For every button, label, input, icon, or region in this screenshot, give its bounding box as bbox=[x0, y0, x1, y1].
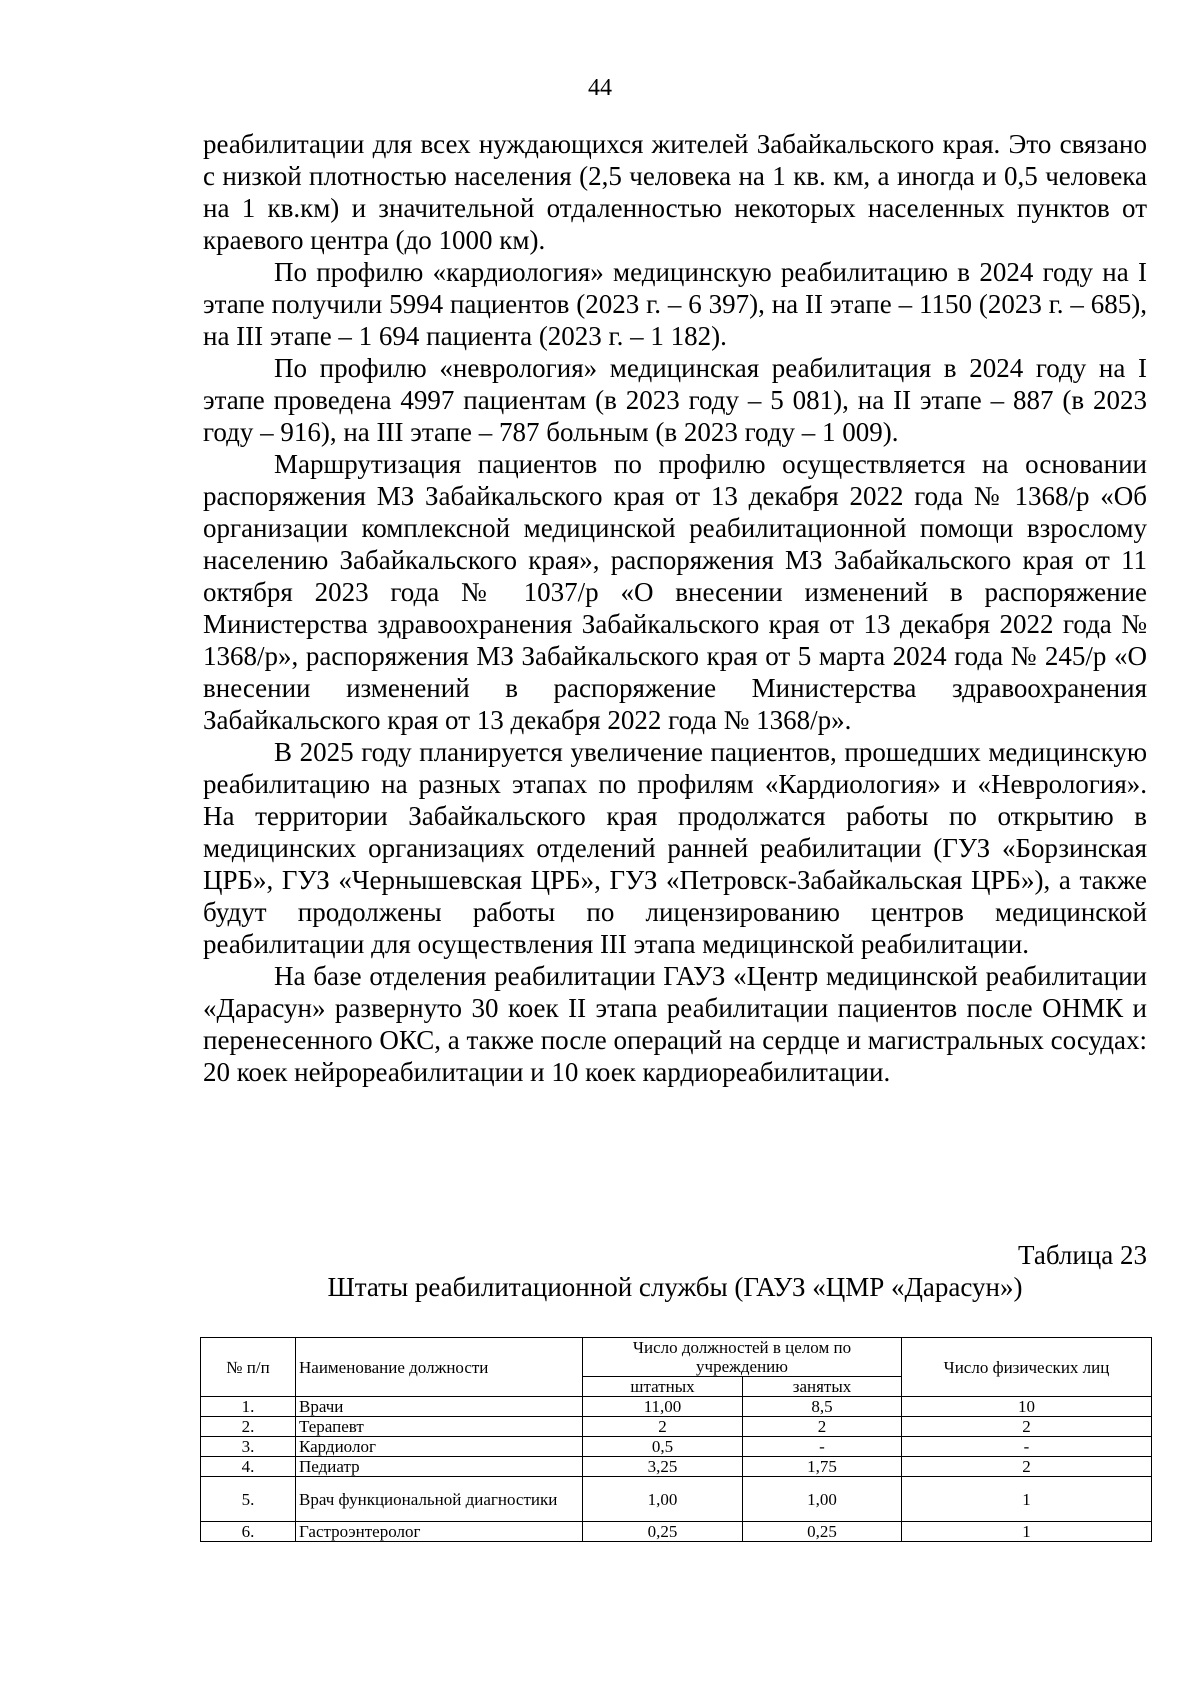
row-individuals: 2 bbox=[902, 1417, 1152, 1437]
paragraph: Маршрутизация пациентов по профилю осуществляется на основании распоряжения МЗ Забайкальского края от 13 декабря 2022 года № 1368/р «Об организации комплексной медицинской реабилитационной помощи взрослому населению Забайкальского края», распоряжения МЗ Забайкальского края от 11 октября 2023 года № 1037/р «О внесении изменений в распоряжение Министерства здравоохранения Забайкальского края от 13 декабря 2022 года № 1368/р», распоряжения МЗ Забайкальского края от 5 марта 2024 года № 245/р «О внесении изменений в распоряжение Министерства здравоохранения Забайкальского края от 13 декабря 2022 года № 1368/р». bbox=[203, 449, 1147, 735]
row-position-name: Педиатр bbox=[296, 1457, 583, 1477]
row-occupied: 1,75 bbox=[743, 1457, 902, 1477]
body-text bbox=[203, 128, 1147, 1088]
row-staffed: 0,5 bbox=[583, 1437, 743, 1457]
table-row bbox=[201, 1397, 1152, 1417]
table-row bbox=[201, 1417, 1152, 1437]
header-number: № п/п bbox=[201, 1338, 296, 1397]
row-number: 3. bbox=[201, 1437, 296, 1457]
staff-table bbox=[200, 1337, 1152, 1542]
paragraph: По профилю «кардиология» медицинскую реабилитацию в 2024 году на I этапе получили 5994 пациентов (2023 г. – 6 397), на II этапе – 1150 (2023 г. – 685), на III этапе – 1 694 пациента (2023 г. – 1 182). bbox=[203, 257, 1147, 351]
row-individuals: 1 bbox=[902, 1477, 1152, 1522]
row-staffed: 1,00 bbox=[583, 1477, 743, 1522]
paragraph: По профилю «неврология» медицинская реабилитация в 2024 году на I этапе проведена 4997 пациентам (в 2023 году – 5 081), на II этапе – 887 (в 2023 году – 916), на III этапе – 787 больным (в 2023 году – 1 009). bbox=[203, 353, 1147, 447]
table-title: Штаты реабилитационной службы (ГАУЗ «ЦМР «Дарасун») bbox=[327, 1272, 1023, 1302]
table-caption: Таблица 23 bbox=[1018, 1240, 1147, 1270]
header-positions-total: Число должностей в целом по учреждению bbox=[583, 1338, 902, 1377]
row-position-name: Кардиолог bbox=[296, 1437, 583, 1457]
row-individuals: 2 bbox=[902, 1457, 1152, 1477]
row-position-name: Врач функциональной диагностики bbox=[296, 1477, 583, 1522]
row-number: 6. bbox=[201, 1522, 296, 1542]
table-row bbox=[201, 1477, 1152, 1522]
row-individuals: - bbox=[902, 1437, 1152, 1457]
row-number: 1. bbox=[201, 1397, 296, 1417]
row-staffed: 2 bbox=[583, 1417, 743, 1437]
row-position-name: Терапевт bbox=[296, 1417, 583, 1437]
row-occupied: - bbox=[743, 1437, 902, 1457]
header-staffed: штатных bbox=[583, 1377, 743, 1397]
table-row bbox=[201, 1457, 1152, 1477]
paragraph: реабилитации для всех нуждающихся жителей Забайкальского края. Это связано с низкой плотностью населения (2,5 человека на 1 кв. км, а иногда и 0,5 человека на 1 кв.км) и значительной отдаленностью некоторых населенных пунктов от краевого центра (до 1000 км). bbox=[203, 129, 1147, 255]
row-position-name: Врачи bbox=[296, 1397, 583, 1417]
table-row bbox=[201, 1437, 1152, 1457]
row-staffed: 3,25 bbox=[583, 1457, 743, 1477]
header-individuals: Число физических лиц bbox=[902, 1338, 1152, 1397]
row-number: 5. bbox=[201, 1477, 296, 1522]
paragraph: В 2025 году планируется увеличение пациентов, прошедших медицинскую реабилитацию на разных этапах по профилям «Кардиология» и «Неврология». На территории Забайкальского края продолжатся работы по открытию в медицинских организациях отделений ранней реабилитации (ГУЗ «Борзинская ЦРБ», ГУЗ «Чернышевская ЦРБ», ГУЗ «Петровск-Забайкальская ЦРБ»), а также будут продолжены работы по лицензированию центров медицинской реабилитации для осуществления III этапа медицинской реабилитации. bbox=[203, 737, 1147, 959]
row-occupied: 0,25 bbox=[743, 1522, 902, 1542]
paragraph: На базе отделения реабилитации ГАУЗ «Центр медицинской реабилитации «Дарасун» развернуто 30 коек II этапа реабилитации пациентов после ОНМК и перенесенного ОКС, а также после операций на сердце и магистральных сосудах: 20 коек нейрореабилитации и 10 коек кардиореабилитации. bbox=[203, 961, 1147, 1087]
row-number: 2. bbox=[201, 1417, 296, 1437]
page-number: 44 bbox=[588, 75, 612, 101]
row-number: 4. bbox=[201, 1457, 296, 1477]
row-occupied: 8,5 bbox=[743, 1397, 902, 1417]
header-occupied: занятых bbox=[743, 1377, 902, 1397]
table-row bbox=[201, 1522, 1152, 1542]
row-staffed: 0,25 bbox=[583, 1522, 743, 1542]
row-position-name: Гастроэнтеролог bbox=[296, 1522, 583, 1542]
row-individuals: 1 bbox=[902, 1522, 1152, 1542]
row-individuals: 10 bbox=[902, 1397, 1152, 1417]
header-position-name: Наименование должности bbox=[296, 1338, 583, 1397]
row-occupied: 1,00 bbox=[743, 1477, 902, 1522]
row-occupied: 2 bbox=[743, 1417, 902, 1437]
row-staffed: 11,00 bbox=[583, 1397, 743, 1417]
